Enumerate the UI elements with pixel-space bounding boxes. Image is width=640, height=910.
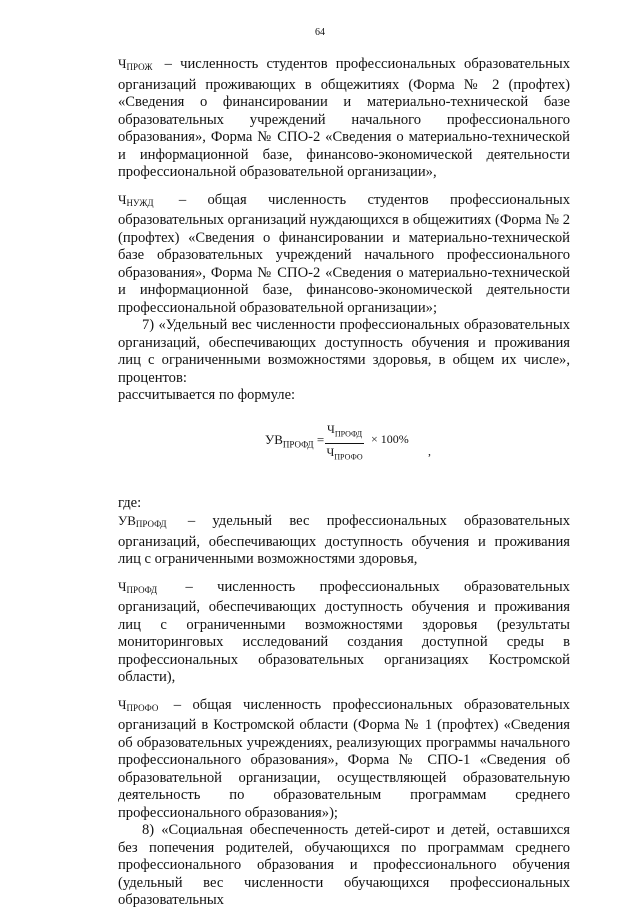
symbol-ch-nuzhd: $Ч_{НУЖД}$ [118, 191, 154, 208]
definition-text: – общая численность профессиональных образовательных организаций в Костромской области (Форма № 1 (профтех) «Сведения об образовательных учреждениях, реализующих программы начального профессионального образования», Форма № СПО-1 «Сведения об образовательной организации, осуществляющей образовательную деятельность по образовательным программам среднего профессионального образования»); [118, 696, 570, 821]
definition-text: – численность студентов профессиональных образовательных организаций проживающих в общежитиях (Форма № 2 (профтех) «Сведения о финансировании и материально-технической базе образовательных учреждений начального профессионального образования», Форма № СПО-2 «Сведения о материально-технической и информационной базе, финансово-экономической деятельности профессиональной образовательной организации», [118, 56, 570, 180]
definition-text: – численность профессиональных образовательных организаций, обеспечивающих доступность обучения и проживания лиц с ограниченными возможностями здоровья (результаты мониторинговых исследований создания доступной среды в профессиональных образовательных организациях Костромской области), [118, 578, 570, 685]
page-number: 64 [315, 27, 325, 38]
item-7: 7) «Удельный вес численности профессиональных образовательных организаций, обеспечивающих доступность обучения и проживания лиц с ограниченными возможностями здоровья, в общем их числе», процентов: [118, 317, 570, 386]
definition-ch-prozh [118, 55, 570, 182]
definition-text: – общая численность студентов профессиональных образовательных организаций нуждающихся в общежитиях (Форма № 2 (профтех) «Сведения о финансировании и материально-технической базе образовательных учреждений начального профессионального образования», Форма № СПО-2 «Сведения о материально-технической и информационной базе, финансово-экономической деятельности профессиональной образовательной организации»; [118, 191, 570, 316]
symbol-ch-profo: $Ч_{ПРОФО}$ [118, 696, 159, 713]
symbol-uv-profd: $УВ_{ПРОФД}$ [118, 513, 167, 529]
definition-text: – удельный вес профессиональных образовательных организаций, обеспечивающих доступность обучения и проживания лиц с ограниченными возможностями здоровья, [118, 513, 570, 567]
definition-uv-profd [118, 512, 570, 569]
where-label: где: [118, 494, 142, 511]
formula-comma: , [428, 443, 431, 458]
formula [118, 413, 570, 465]
formula-lhs: $УВ_{ПРОФД}$ = [265, 431, 325, 450]
formula-multiplier: × 100% [371, 431, 409, 446]
formula-numerator: $Ч_{ПРОФД}$ [325, 421, 364, 445]
definition-ch-profd [118, 578, 570, 687]
definition-ch-nuzhd [118, 191, 570, 318]
formula-fraction [325, 421, 364, 467]
document-body [118, 55, 570, 910]
symbol-ch-profd: $Ч_{ПРОФД}$ [118, 578, 158, 595]
formula-denominator: $Ч_{ПРОФО}$ [326, 445, 363, 462]
symbol-ch-prozh: $Ч_{ПРОЖ}$ [118, 56, 153, 72]
formula-intro: рассчитывается по формуле: [118, 387, 296, 403]
item-8: 8) «Социальная обеспеченность детей-сирот и детей, оставшихся без попечения родителей, обучающихся по программам среднего профессионального образования и профессионального обучения (удельный вес численности обучающихся профессиональных образовательных [118, 822, 570, 908]
definition-ch-profo [118, 696, 570, 823]
